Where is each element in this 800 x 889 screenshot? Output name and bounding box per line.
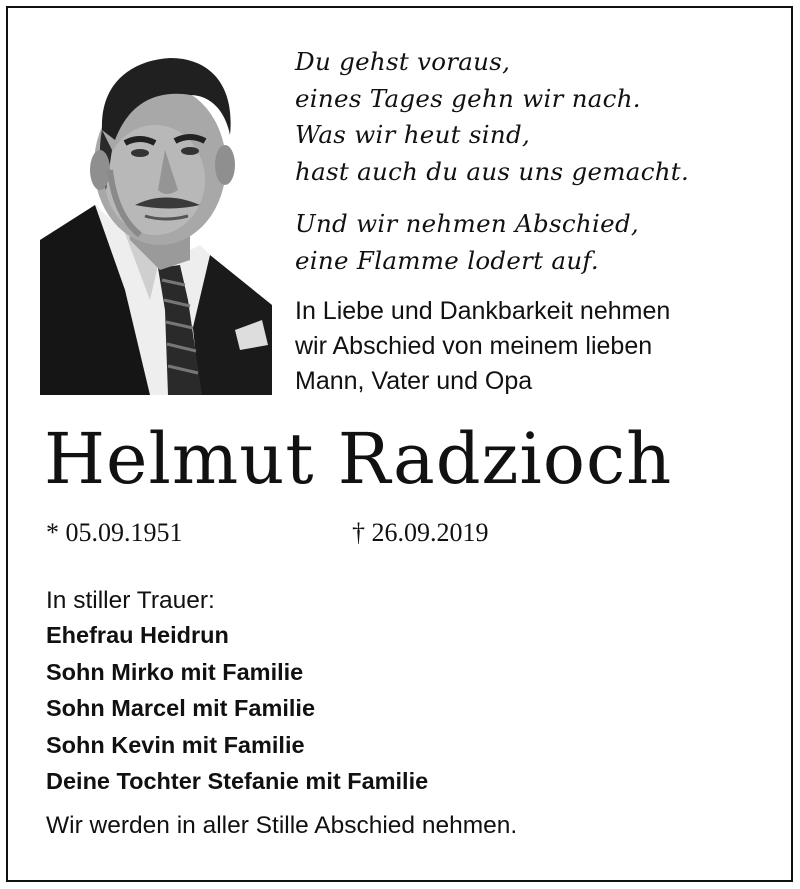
mourner-item: Ehefrau Heidrun: [46, 622, 229, 648]
mourners-list: [46, 617, 428, 800]
poem-line: eines Tages gehn wir nach.: [295, 83, 641, 113]
intro-line: wir Abschied von meinem lieben: [295, 332, 653, 360]
portrait-photo-icon: [40, 40, 272, 395]
poem-line: Was wir heut sind,: [295, 120, 531, 149]
poem-line: hast auch du aus uns gemacht.: [295, 156, 690, 186]
poem-stanza-1: [295, 44, 689, 190]
mourner-item: Sohn Kevin mit Familie: [46, 731, 305, 758]
deceased-name: Helmut Radzioch: [44, 418, 673, 500]
death-date: † 26.09.2019: [352, 518, 489, 547]
intro-line: In Liebe und Dankbarkeit nehmen: [295, 297, 671, 325]
closing-text: Wir werden in aller Stille Abschied nehmen.: [46, 812, 518, 839]
mourner-item: Sohn Marcel mit Familie: [46, 695, 316, 721]
mourner-item: Deine Tochter Stefanie mit Familie: [46, 768, 429, 794]
poem-line: eine Flamme lodert auf.: [295, 245, 599, 275]
mourner-item: Sohn Mirko mit Familie: [46, 658, 304, 685]
poem-line: Und wir nehmen Abschied,: [295, 209, 640, 238]
portrait-photo: [40, 40, 272, 395]
poem-line: Du gehst voraus,: [295, 47, 511, 76]
mourning-label: In stiller Trauer:: [46, 587, 215, 614]
intro-line: Mann, Vater und Opa: [295, 367, 533, 395]
birth-date: * 05.09.1951: [46, 518, 183, 547]
intro-text: [295, 294, 670, 399]
poem-stanza-2: [295, 206, 639, 279]
